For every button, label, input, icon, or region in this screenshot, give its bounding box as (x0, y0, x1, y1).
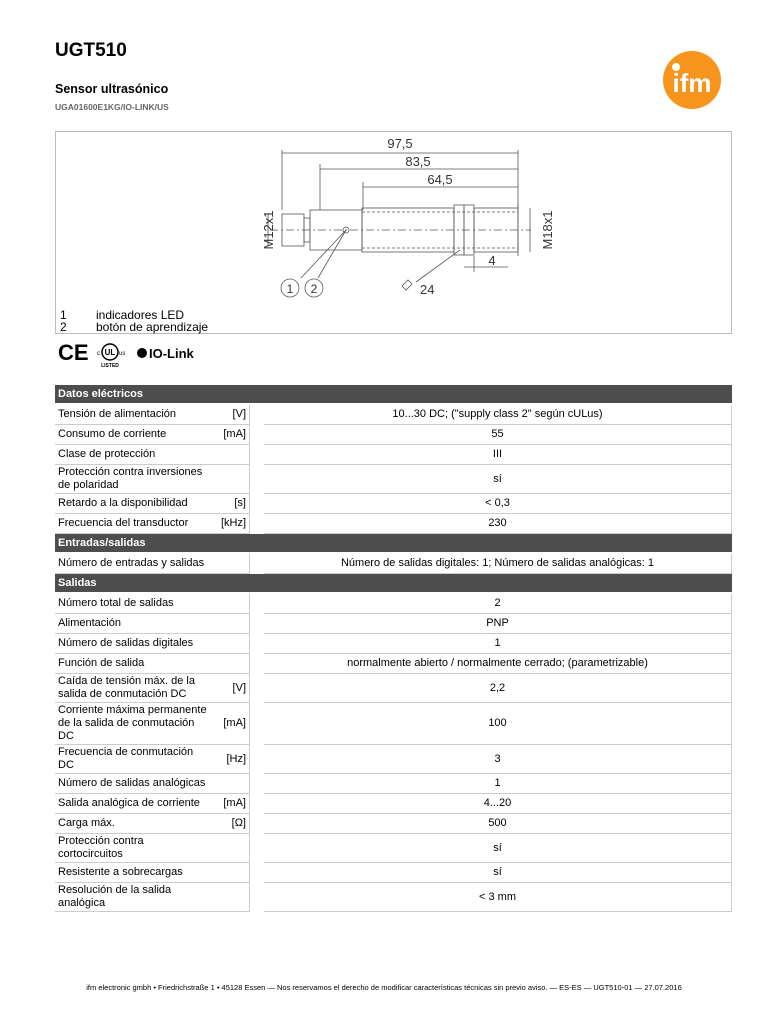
spec-label: Corriente máxima permanente de la salida de conmutación DC (55, 703, 211, 745)
spec-label: Salida analógica de corriente (55, 794, 211, 814)
spec-gap (250, 594, 264, 614)
spec-label: Caída de tensión máx. de la salida de conmutación DC (55, 674, 211, 703)
spec-value: 100 (264, 703, 732, 745)
spec-value: < 0,3 (264, 494, 732, 514)
spec-value: 10...30 DC; ("supply class 2" según cULus) (264, 405, 732, 425)
spec-row (55, 814, 732, 834)
section-header (55, 385, 732, 405)
spec-unit: [s] (211, 494, 250, 514)
spec-gap (250, 614, 264, 634)
spec-value: Número de salidas digitales: 1; Número de salidas analógicas: 1 (264, 554, 732, 574)
spec-unit (211, 445, 250, 465)
spec-gap (250, 703, 264, 745)
spec-label: Retardo a la disponibilidad (55, 494, 211, 514)
section-title: Salidas (55, 574, 732, 594)
spec-unit: [V] (211, 674, 250, 703)
wrench-icon (402, 280, 412, 290)
spec-gap (250, 674, 264, 703)
spec-unit: [mA] (211, 794, 250, 814)
section-title: Datos eléctricos (55, 385, 732, 405)
section-title: Entradas/salidas (55, 534, 732, 554)
spec-label: Tensión de alimentación (55, 405, 211, 425)
spec-gap (250, 863, 264, 883)
dim-24: 24 (420, 282, 435, 297)
product-subtitle: Sensor ultrasónico (55, 82, 169, 96)
spec-unit: [Ω] (211, 814, 250, 834)
spec-value: 1 (264, 774, 732, 794)
spec-value: 1 (264, 634, 732, 654)
spec-label: Número total de salidas (55, 594, 211, 614)
spec-row (55, 494, 732, 514)
spec-label: Número de entradas y salidas (55, 554, 211, 574)
spec-unit (211, 774, 250, 794)
spec-gap (250, 794, 264, 814)
spec-value: 2 (264, 594, 732, 614)
spec-label: Carga máx. (55, 814, 211, 834)
spec-gap (250, 883, 264, 912)
legend-num: 2 (60, 320, 67, 334)
dimension-drawing (55, 131, 732, 334)
spec-row (55, 834, 732, 863)
certification-marks (58, 340, 218, 370)
iolink-icon (137, 348, 147, 358)
spec-unit: [kHz] (211, 514, 250, 534)
dim-m18: M18x1 (540, 210, 555, 250)
spec-gap (250, 834, 264, 863)
spec-row (55, 863, 732, 883)
logo-text: ifm (672, 68, 712, 98)
spec-row (55, 674, 732, 703)
spec-value: normalmente abierto / normalmente cerrado; (parametrizable) (264, 654, 732, 674)
spec-gap (250, 774, 264, 794)
callout-2: 2 (310, 282, 318, 296)
spec-row (55, 445, 732, 465)
spec-gap (250, 514, 264, 534)
spec-row (55, 774, 732, 794)
section-header (55, 534, 732, 554)
spec-value: 4...20 (264, 794, 732, 814)
spec-value: PNP (264, 614, 732, 634)
spec-label: Número de salidas digitales (55, 634, 211, 654)
spec-gap (250, 814, 264, 834)
spec-gap (250, 465, 264, 494)
spec-value: III (264, 445, 732, 465)
legend-text: indicadores LED (96, 308, 185, 322)
page-footer: ifm electronic gmbh • Friedrichstraße 1 • 45128 Essen — Nos reservamos el derecho de modificar características técnicas sin previo aviso. — ES-ES — UGT510-01 — 27.07.2016 (86, 983, 682, 992)
dim-4: 4 (488, 253, 496, 268)
spec-value: 500 (264, 814, 732, 834)
spec-label: Función de salida (55, 654, 211, 674)
spec-value: sí (264, 834, 732, 863)
ce-mark: CE (58, 340, 89, 365)
spec-gap (250, 745, 264, 774)
spec-gap (250, 554, 264, 574)
spec-unit (211, 594, 250, 614)
legend-num: 1 (60, 308, 67, 322)
spec-unit (211, 883, 250, 912)
spec-label: Resistente a sobrecargas (55, 863, 211, 883)
dim-97-5: 97,5 (387, 136, 413, 151)
spec-label: Protección contra cortocircuitos (55, 834, 211, 863)
spec-value: sí (264, 465, 732, 494)
iolink-mark: IO-Link (149, 346, 194, 361)
spec-row (55, 654, 732, 674)
spec-label: Clase de protección (55, 445, 211, 465)
spec-unit: [mA] (211, 703, 250, 745)
ul-us: us (119, 351, 126, 357)
legend-item-2 (60, 320, 208, 334)
spec-unit (211, 654, 250, 674)
spec-row (55, 703, 732, 745)
spec-unit (211, 554, 250, 574)
spec-row (55, 425, 732, 445)
spec-gap (250, 654, 264, 674)
spec-value: 55 (264, 425, 732, 445)
spec-value: sí (264, 863, 732, 883)
spec-table-body (55, 385, 732, 912)
spec-unit: [Hz] (211, 745, 250, 774)
ifm-logo (656, 50, 728, 110)
spec-unit (211, 465, 250, 494)
ul-listed: LISTED (101, 363, 119, 369)
callout-1: 1 (286, 282, 294, 296)
spec-row (55, 634, 732, 654)
spec-value: 2,2 (264, 674, 732, 703)
spec-row (55, 594, 732, 614)
dim-64-5: 64,5 (427, 172, 453, 187)
spec-label: Protección contra inversiones de polaridad (55, 465, 211, 494)
spec-gap (250, 445, 264, 465)
product-code: UGA01600E1KG/IO-LINK/US (55, 102, 169, 112)
spec-gap (250, 425, 264, 445)
dim-83-5: 83,5 (405, 154, 431, 169)
spec-value: < 3 mm (264, 883, 732, 912)
ul-mark-text: UL (104, 348, 116, 357)
legend-text: botón de aprendizaje (96, 320, 209, 334)
spec-gap (250, 634, 264, 654)
spec-value: 3 (264, 745, 732, 774)
sensor-drawing-svg (56, 132, 731, 307)
spec-row (55, 614, 732, 634)
spec-label: Número de salidas analógicas (55, 774, 211, 794)
spec-row (55, 405, 732, 425)
spec-unit (211, 634, 250, 654)
spec-unit: [V] (211, 405, 250, 425)
spec-unit (211, 614, 250, 634)
spec-label: Consumo de corriente (55, 425, 211, 445)
spec-label: Frecuencia de conmutación DC (55, 745, 211, 774)
spec-unit: [mA] (211, 425, 250, 445)
spec-gap (250, 494, 264, 514)
spec-label: Alimentación (55, 614, 211, 634)
spec-unit (211, 863, 250, 883)
spec-label: Frecuencia del transductor (55, 514, 211, 534)
spec-row (55, 465, 732, 494)
dim-m12: M12x1 (261, 210, 276, 250)
spec-unit (211, 834, 250, 863)
spec-label: Resolución de la salida analógica (55, 883, 211, 912)
spec-gap (250, 405, 264, 425)
spec-row (55, 554, 732, 574)
spec-row (55, 794, 732, 814)
ul-c: c (97, 351, 100, 357)
section-header (55, 574, 732, 594)
spec-row (55, 745, 732, 774)
spec-table (55, 385, 732, 912)
spec-value: 230 (264, 514, 732, 534)
spec-row (55, 883, 732, 912)
product-title: UGT510 (55, 40, 127, 61)
spec-row (55, 514, 732, 534)
